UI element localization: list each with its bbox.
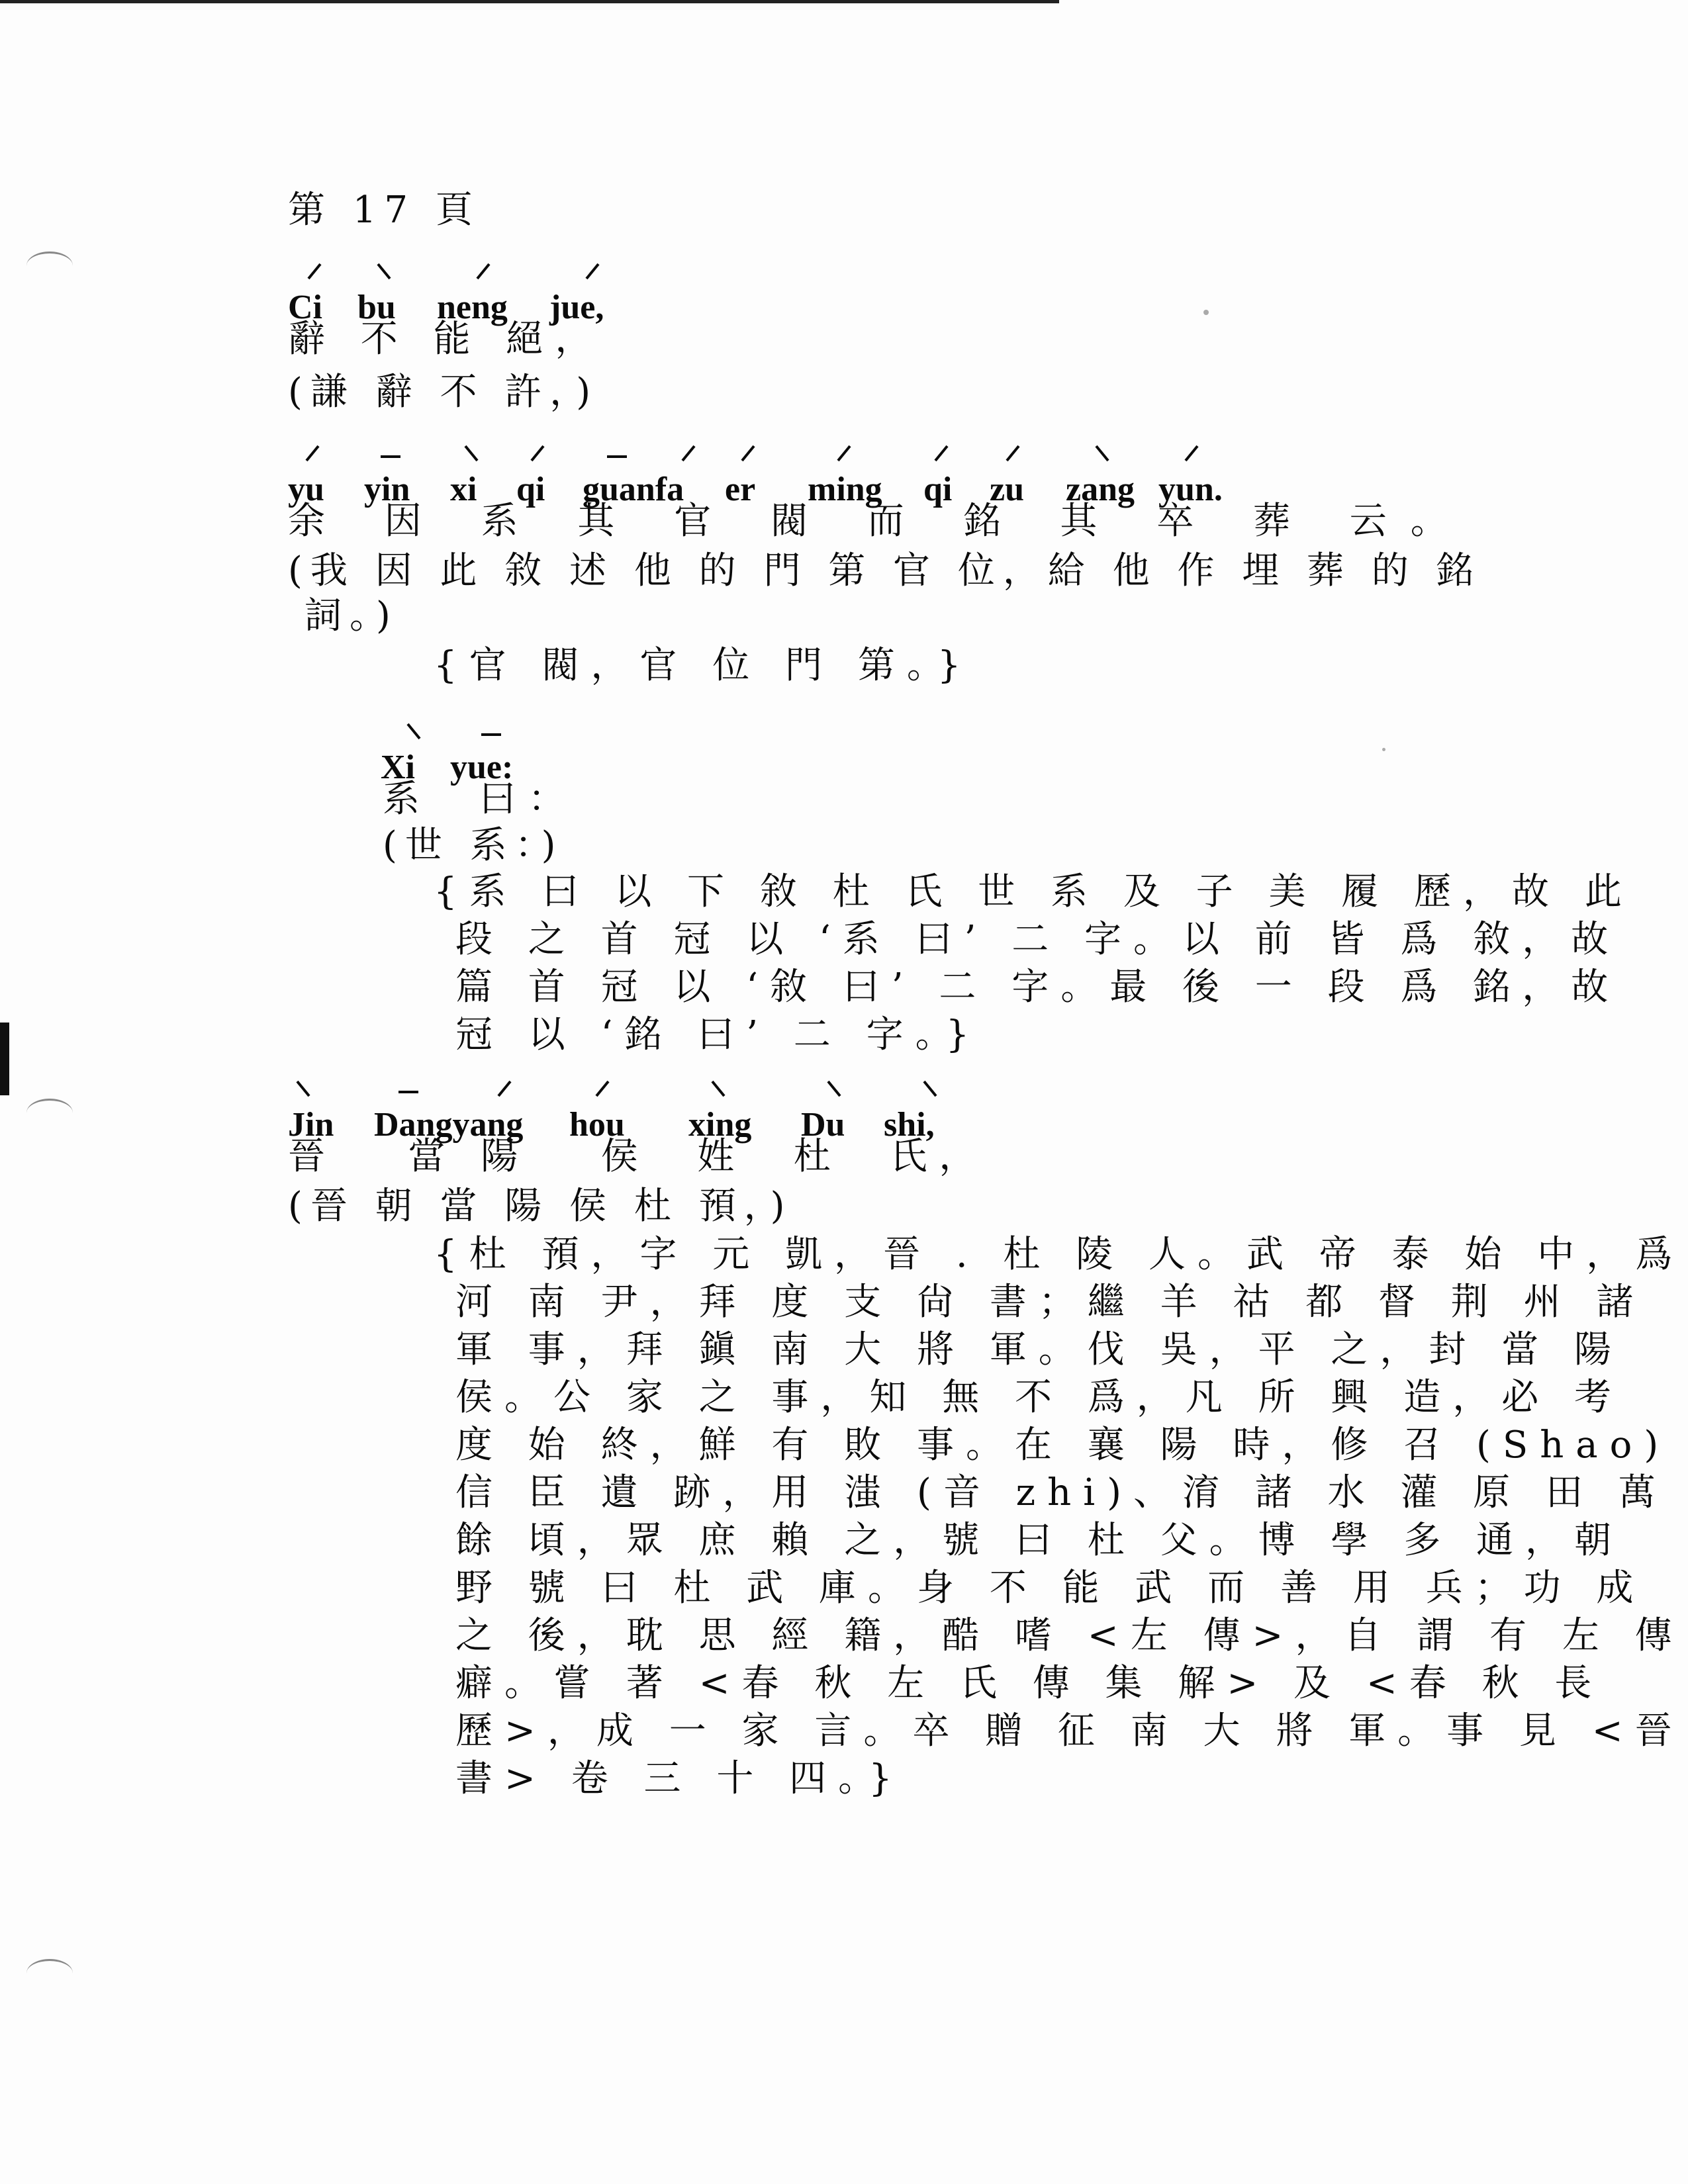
pinyin-syllable: yue: bbox=[450, 749, 514, 786]
pinyin-syllable: hou bbox=[569, 1106, 625, 1144]
tone-mark-rising bbox=[528, 443, 547, 463]
tone-mark-rising bbox=[494, 1079, 514, 1099]
pinyin-syllable: ming bbox=[808, 471, 882, 508]
tone-mark-rising bbox=[1182, 443, 1201, 463]
annotation-note: 河 南 尹，拜 度 支 尙 書；繼 羊 祜 都 督 荆 州 諸 bbox=[455, 1281, 1646, 1324]
annotation-note: 癖。嘗 著 <春 秋 左 氏 傳 集 解> 及 <春 秋 長 bbox=[455, 1662, 1604, 1705]
tone-mark-rising bbox=[305, 261, 324, 281]
tone-mark-rising bbox=[583, 261, 602, 281]
scan-top-edge bbox=[0, 0, 1059, 3]
pinyin-syllable: Jin bbox=[288, 1106, 334, 1144]
tone-mark-falling bbox=[1092, 443, 1112, 463]
pinyin-syllable: xing bbox=[688, 1106, 752, 1144]
pinyin-syllable: xi bbox=[450, 471, 477, 508]
tone-mark-falling bbox=[920, 1079, 940, 1099]
page-header: 第 17 頁 bbox=[288, 189, 481, 232]
pinyin-syllable: Ci bbox=[288, 289, 322, 326]
pinyin-syllable: neng bbox=[437, 289, 508, 326]
gloss-line: (晉 朝 當 陽 侯 杜 預，) bbox=[288, 1185, 793, 1228]
tone-mark-rising bbox=[738, 443, 758, 463]
tone-mark-falling bbox=[374, 261, 394, 281]
pinyin-syllable: Dangyang bbox=[374, 1106, 524, 1144]
tone-mark-level bbox=[480, 721, 502, 741]
scan-hole-mark bbox=[26, 1099, 73, 1127]
tone-mark-rising bbox=[473, 261, 493, 281]
annotation-note: 篇 首 冠 以 ‘敘 曰’ 二 字。最 後 一 段 爲 銘，故 bbox=[455, 966, 1620, 1009]
annotation-note: 軍 事，拜 鎭 南 大 將 軍。伐 吳，平 之，封 當 陽 bbox=[455, 1328, 1624, 1371]
pinyin-syllable: zang bbox=[1066, 471, 1135, 508]
scan-edge-blob bbox=[0, 1023, 9, 1095]
annotation-note: 段 之 首 冠 以 ‘系 曰’ 二 字。以 前 皆 爲 敘，故 bbox=[455, 918, 1620, 961]
tone-mark-level bbox=[397, 1079, 420, 1099]
annotation-note: 侯。公 家 之 事，知 無 不 爲，凡 所 興 造，必 考 bbox=[455, 1376, 1624, 1419]
scan-hole-mark bbox=[26, 251, 73, 280]
tone-mark-rising bbox=[303, 443, 322, 463]
gloss-line: (謙 辭 不 許，) bbox=[288, 371, 599, 414]
tone-mark-level bbox=[379, 443, 402, 463]
pinyin-syllable: guanfa bbox=[583, 471, 684, 508]
annotation-note: 歷>，成 一 家 言。卒 贈 征 南 大 將 軍。事 見 <晉 bbox=[455, 1709, 1684, 1752]
annotation-note: 冠 以 ‘銘 曰’ 二 字。} bbox=[455, 1013, 982, 1056]
pinyin-syllable: qi bbox=[516, 471, 545, 508]
scan-hole-mark bbox=[26, 1959, 73, 1987]
pinyin-syllable: Xi bbox=[381, 749, 415, 786]
tone-mark-falling bbox=[404, 721, 424, 741]
pinyin-syllable: yun. bbox=[1158, 471, 1223, 508]
tone-mark-rising bbox=[592, 1079, 612, 1099]
pinyin-syllable: bu bbox=[357, 289, 396, 326]
pinyin-syllable: zu bbox=[990, 471, 1024, 508]
annotation-note: {官 閥，官 位 門 第。} bbox=[434, 644, 973, 687]
hanzi-line: 系 曰： bbox=[383, 778, 577, 821]
hanzi-line: 晉 當 陽 侯 姓 杜 氏， bbox=[288, 1135, 988, 1178]
pinyin-syllable: Du bbox=[801, 1106, 845, 1144]
pinyin-syllable: qi bbox=[923, 471, 953, 508]
hanzi-line: 余 因 系 其 官 閥 而 銘 其 卒 葬 云。 bbox=[288, 500, 1472, 543]
tone-mark-falling bbox=[708, 1079, 728, 1099]
annotation-note: 書> 卷 三 十 四。} bbox=[455, 1757, 904, 1800]
tone-mark-falling bbox=[824, 1079, 844, 1099]
tone-mark-rising bbox=[931, 443, 951, 463]
pinyin-syllable: shi, bbox=[884, 1106, 935, 1144]
pinyin-syllable: yin bbox=[364, 471, 410, 508]
gloss-line: (世 系：) bbox=[383, 824, 564, 867]
annotation-note: 野 號 曰 杜 武 庫。身 不 能 武 而 善 用 兵；功 成 bbox=[455, 1567, 1646, 1610]
hanzi-line: 辭 不 能 絕， bbox=[288, 318, 604, 361]
annotation-note: {系 曰 以 下 敘 杜 氏 世 系 及 子 美 履 歷，故 此 bbox=[434, 870, 1634, 913]
pinyin-syllable: er bbox=[725, 471, 756, 508]
annotation-note: 信 臣 遺 跡，用 滍 (音 zhi)、淯 諸 水 灌 原 田 萬 bbox=[455, 1471, 1667, 1514]
tone-mark-rising bbox=[679, 443, 698, 463]
pinyin-syllable: jue, bbox=[549, 289, 604, 326]
tone-mark-falling bbox=[461, 443, 481, 463]
scan-speck bbox=[1203, 310, 1209, 315]
tone-mark-level bbox=[606, 443, 628, 463]
tone-mark-rising bbox=[1003, 443, 1023, 463]
annotation-note: 之 後，耽 思 經 籍，酷 嗜 <左 傳>，自 謂 有 左 傳 bbox=[455, 1614, 1684, 1657]
annotation-note: {杜 預，字 元 凱，晉 . 杜 陵 人。武 帝 泰 始 中，爲 bbox=[434, 1233, 1685, 1276]
tone-mark-rising bbox=[834, 443, 854, 463]
pinyin-syllable: yu bbox=[288, 471, 324, 508]
gloss-line: 詞。) bbox=[305, 594, 399, 637]
tone-mark-falling bbox=[293, 1079, 313, 1099]
annotation-note: 度 始 終，鮮 有 敗 事。在 襄 陽 時，修 召 (Shao) bbox=[455, 1424, 1671, 1467]
gloss-line: (我 因 此 敘 述 他 的 門 第 官 位，給 他 作 埋 葬 的 銘 bbox=[288, 549, 1481, 592]
scan-speck bbox=[1382, 748, 1385, 751]
annotation-note: 餘 頃，眾 庶 賴 之，號 曰 杜 父。博 學 多 通，朝 bbox=[455, 1519, 1624, 1562]
